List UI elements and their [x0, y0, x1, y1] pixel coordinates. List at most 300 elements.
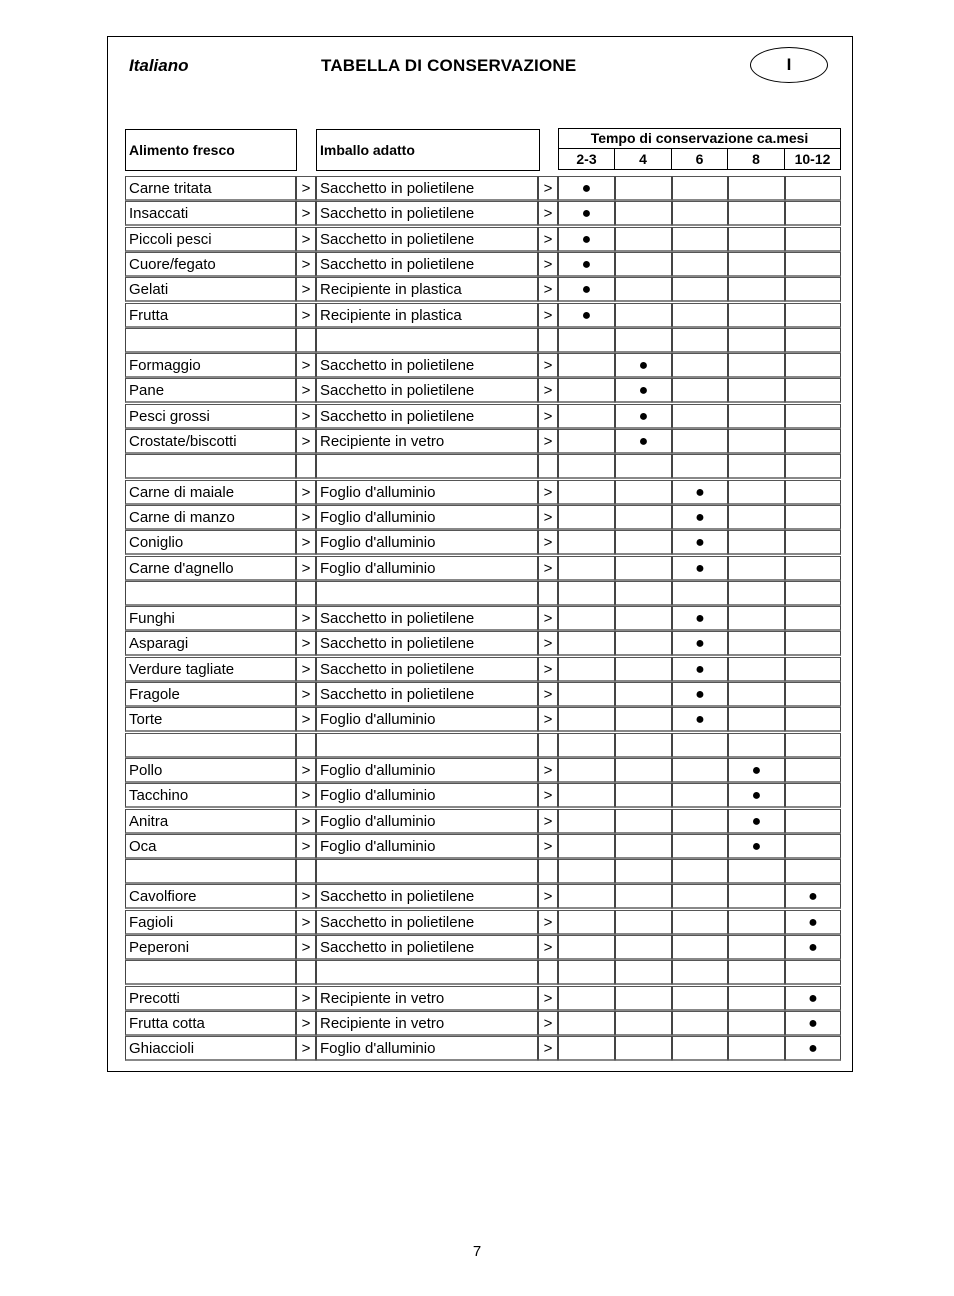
header-month-10-12: 10-12	[785, 149, 841, 170]
storage-dot-cell: ●	[785, 1036, 841, 1061]
food-cell: Torte	[125, 707, 296, 732]
arrow-cell: >	[538, 353, 558, 378]
arrow-cell: >	[296, 682, 316, 707]
arrow-cell: >	[538, 303, 558, 328]
month-cell	[728, 1011, 785, 1036]
month-cell	[615, 809, 672, 834]
food-cell: Cavolfiore	[125, 884, 296, 909]
month-cell	[785, 378, 841, 403]
food-cell	[125, 733, 296, 758]
month-cell	[615, 201, 672, 226]
arrow-cell: >	[296, 378, 316, 403]
arrow-cell	[538, 960, 558, 985]
month-cell	[558, 859, 615, 884]
food-cell: Pesci grossi	[125, 404, 296, 429]
table-row	[0, 884, 954, 909]
page-title: TABELLA DI CONSERVAZIONE	[321, 56, 577, 75]
month-cell	[615, 733, 672, 758]
packaging-cell: Foglio d'alluminio	[316, 707, 538, 732]
month-cell	[558, 404, 615, 429]
storage-dot-cell: ●	[728, 834, 785, 859]
month-cell	[558, 631, 615, 656]
arrow-cell: >	[296, 227, 316, 252]
month-cell	[728, 530, 785, 555]
month-cell	[728, 960, 785, 985]
arrow-cell: >	[296, 707, 316, 732]
month-cell	[728, 378, 785, 403]
month-cell	[728, 328, 785, 353]
table-row	[0, 252, 954, 277]
month-cell	[785, 631, 841, 656]
table-row	[0, 809, 954, 834]
month-cell	[558, 682, 615, 707]
arrow-cell: >	[296, 429, 316, 454]
month-cell	[785, 960, 841, 985]
food-cell: Carne tritata	[125, 176, 296, 201]
month-cell	[558, 328, 615, 353]
storage-dot-cell: ●	[785, 986, 841, 1011]
packaging-cell: Sacchetto in polietilene	[316, 631, 538, 656]
month-cell	[672, 429, 728, 454]
storage-dot-cell: ●	[728, 809, 785, 834]
storage-dot-cell: ●	[728, 758, 785, 783]
storage-dot-cell: ●	[672, 707, 728, 732]
arrow-cell: >	[538, 986, 558, 1011]
storage-dot-cell: ●	[672, 505, 728, 530]
storage-dot-cell: ●	[615, 429, 672, 454]
arrow-cell: >	[538, 404, 558, 429]
packaging-cell: Foglio d'alluminio	[316, 783, 538, 808]
storage-dot-cell: ●	[615, 353, 672, 378]
table-row	[0, 606, 954, 631]
arrow-cell: >	[296, 884, 316, 909]
food-cell: Pane	[125, 378, 296, 403]
month-cell	[728, 277, 785, 302]
month-cell	[558, 758, 615, 783]
packaging-cell: Sacchetto in polietilene	[316, 910, 538, 935]
arrow-cell: >	[538, 809, 558, 834]
month-cell	[672, 378, 728, 403]
food-cell: Precotti	[125, 986, 296, 1011]
month-cell	[615, 277, 672, 302]
arrow-cell: >	[296, 303, 316, 328]
month-cell	[558, 809, 615, 834]
month-cell	[728, 733, 785, 758]
arrow-cell: >	[538, 201, 558, 226]
month-cell	[672, 1011, 728, 1036]
month-cell	[728, 682, 785, 707]
month-cell	[558, 707, 615, 732]
month-cell	[672, 986, 728, 1011]
month-cell	[785, 657, 841, 682]
month-cell	[785, 328, 841, 353]
storage-dot-cell: ●	[785, 935, 841, 960]
storage-dot-cell: ●	[558, 303, 615, 328]
arrow-cell: >	[296, 353, 316, 378]
food-cell: Gelati	[125, 277, 296, 302]
month-cell	[615, 606, 672, 631]
packaging-cell: Foglio d'alluminio	[316, 556, 538, 581]
arrow-cell: >	[538, 378, 558, 403]
packaging-cell: Recipiente in plastica	[316, 303, 538, 328]
packaging-cell: Sacchetto in polietilene	[316, 252, 538, 277]
month-cell	[672, 353, 728, 378]
month-cell	[785, 227, 841, 252]
arrow-cell: >	[296, 1011, 316, 1036]
arrow-cell: >	[538, 631, 558, 656]
packaging-cell: Sacchetto in polietilene	[316, 378, 538, 403]
month-cell	[558, 783, 615, 808]
food-cell: Oca	[125, 834, 296, 859]
month-cell	[672, 277, 728, 302]
month-cell	[615, 227, 672, 252]
arrow-cell: >	[296, 758, 316, 783]
month-cell	[785, 556, 841, 581]
month-cell	[728, 303, 785, 328]
table-spacer-row	[0, 733, 954, 758]
arrow-cell: >	[538, 556, 558, 581]
arrow-cell: >	[296, 809, 316, 834]
table-row	[0, 530, 954, 555]
month-cell	[558, 353, 615, 378]
month-cell	[672, 1036, 728, 1061]
table-row	[0, 935, 954, 960]
arrow-cell: >	[538, 834, 558, 859]
table-spacer-row	[0, 859, 954, 884]
arrow-cell: >	[538, 1036, 558, 1061]
month-cell	[728, 454, 785, 479]
arrow-cell: >	[296, 556, 316, 581]
month-cell	[785, 783, 841, 808]
packaging-cell: Foglio d'alluminio	[316, 758, 538, 783]
food-cell: Pollo	[125, 758, 296, 783]
table-row	[0, 1011, 954, 1036]
arrow-cell: >	[296, 935, 316, 960]
arrow-cell	[296, 733, 316, 758]
arrow-cell	[296, 328, 316, 353]
month-cell	[615, 707, 672, 732]
arrow-cell: >	[296, 277, 316, 302]
month-cell	[728, 252, 785, 277]
month-cell	[728, 1036, 785, 1061]
food-cell: Peperoni	[125, 935, 296, 960]
food-cell: Piccoli pesci	[125, 227, 296, 252]
month-cell	[672, 809, 728, 834]
arrow-cell: >	[296, 404, 316, 429]
arrow-cell: >	[296, 252, 316, 277]
month-cell	[615, 454, 672, 479]
table-spacer-row	[0, 581, 954, 606]
month-cell	[558, 378, 615, 403]
food-cell: Anitra	[125, 809, 296, 834]
arrow-cell	[538, 859, 558, 884]
month-cell	[558, 429, 615, 454]
arrow-cell: >	[296, 783, 316, 808]
month-cell	[672, 454, 728, 479]
month-cell	[558, 581, 615, 606]
arrow-cell: >	[538, 530, 558, 555]
food-cell: Verdure tagliate	[125, 657, 296, 682]
storage-dot-cell: ●	[785, 910, 841, 935]
month-cell	[785, 530, 841, 555]
arrow-cell: >	[538, 176, 558, 201]
month-cell	[615, 960, 672, 985]
month-cell	[728, 657, 785, 682]
packaging-cell: Sacchetto in polietilene	[316, 606, 538, 631]
month-cell	[785, 758, 841, 783]
month-cell	[615, 935, 672, 960]
food-cell	[125, 454, 296, 479]
arrow-cell: >	[538, 884, 558, 909]
arrow-cell: >	[296, 201, 316, 226]
month-cell	[615, 176, 672, 201]
month-cell	[672, 733, 728, 758]
packaging-cell: Foglio d'alluminio	[316, 480, 538, 505]
month-cell	[615, 834, 672, 859]
arrow-cell: >	[538, 910, 558, 935]
month-cell	[728, 935, 785, 960]
month-cell	[728, 556, 785, 581]
month-cell	[558, 986, 615, 1011]
month-cell	[615, 1036, 672, 1061]
month-cell	[615, 328, 672, 353]
month-cell	[672, 176, 728, 201]
packaging-cell	[316, 859, 538, 884]
month-cell	[785, 606, 841, 631]
storage-dot-cell: ●	[672, 657, 728, 682]
arrow-cell: >	[296, 606, 316, 631]
arrow-cell	[296, 960, 316, 985]
table-row	[0, 834, 954, 859]
storage-dot-cell: ●	[558, 227, 615, 252]
month-cell	[615, 682, 672, 707]
month-cell	[785, 682, 841, 707]
month-cell	[615, 1011, 672, 1036]
month-cell	[728, 505, 785, 530]
month-cell	[728, 707, 785, 732]
month-cell	[672, 935, 728, 960]
storage-dot-cell: ●	[728, 783, 785, 808]
storage-dot-cell: ●	[615, 404, 672, 429]
header-food: Alimento fresco	[125, 129, 297, 171]
packaging-cell: Sacchetto in polietilene	[316, 353, 538, 378]
language-label: Italiano	[129, 56, 189, 75]
packaging-cell: Sacchetto in polietilene	[316, 404, 538, 429]
header-packaging: Imballo adatto	[316, 129, 540, 171]
packaging-cell	[316, 328, 538, 353]
packaging-cell: Recipiente in vetro	[316, 429, 538, 454]
table-row	[0, 707, 954, 732]
month-cell	[672, 910, 728, 935]
packaging-cell: Sacchetto in polietilene	[316, 682, 538, 707]
packaging-cell: Foglio d'alluminio	[316, 530, 538, 555]
food-cell	[125, 960, 296, 985]
food-cell: Insaccati	[125, 201, 296, 226]
month-cell	[672, 581, 728, 606]
month-cell	[728, 176, 785, 201]
table-row	[0, 1036, 954, 1061]
arrow-cell: >	[538, 1011, 558, 1036]
storage-dot-cell: ●	[558, 201, 615, 226]
table-spacer-row	[0, 328, 954, 353]
month-cell	[615, 556, 672, 581]
arrow-cell: >	[538, 252, 558, 277]
month-cell	[615, 252, 672, 277]
month-cell	[785, 404, 841, 429]
month-cell	[672, 834, 728, 859]
table-row	[0, 429, 954, 454]
storage-dot-cell: ●	[672, 606, 728, 631]
packaging-cell: Foglio d'alluminio	[316, 505, 538, 530]
arrow-cell: >	[538, 783, 558, 808]
table-row	[0, 783, 954, 808]
header-time-group	[558, 128, 841, 170]
month-cell	[558, 935, 615, 960]
month-cell	[672, 884, 728, 909]
food-cell: Cuore/fegato	[125, 252, 296, 277]
month-cell	[558, 960, 615, 985]
month-cell	[615, 758, 672, 783]
arrow-cell: >	[296, 631, 316, 656]
month-cell	[615, 910, 672, 935]
month-cell	[615, 859, 672, 884]
table-row	[0, 404, 954, 429]
month-cell	[672, 960, 728, 985]
month-cell	[558, 606, 615, 631]
arrow-cell	[296, 581, 316, 606]
food-cell	[125, 328, 296, 353]
food-cell: Carne d'agnello	[125, 556, 296, 581]
food-cell	[125, 859, 296, 884]
month-cell	[785, 201, 841, 226]
table-row	[0, 986, 954, 1011]
packaging-cell	[316, 454, 538, 479]
month-cell	[558, 884, 615, 909]
food-cell: Carne di manzo	[125, 505, 296, 530]
month-cell	[785, 353, 841, 378]
storage-dot-cell: ●	[558, 176, 615, 201]
month-cell	[672, 758, 728, 783]
food-cell: Frutta cotta	[125, 1011, 296, 1036]
arrow-cell	[538, 328, 558, 353]
table-row	[0, 353, 954, 378]
month-cell	[785, 176, 841, 201]
food-cell: Frutta	[125, 303, 296, 328]
food-cell: Formaggio	[125, 353, 296, 378]
month-cell	[728, 227, 785, 252]
month-cell	[615, 581, 672, 606]
arrow-cell: >	[538, 758, 558, 783]
packaging-cell: Foglio d'alluminio	[316, 834, 538, 859]
packaging-cell: Sacchetto in polietilene	[316, 201, 538, 226]
month-cell	[785, 733, 841, 758]
table-row	[0, 176, 954, 201]
month-cell	[615, 303, 672, 328]
food-cell	[125, 581, 296, 606]
month-cell	[558, 530, 615, 555]
packaging-cell: Sacchetto in polietilene	[316, 884, 538, 909]
food-cell: Coniglio	[125, 530, 296, 555]
arrow-cell: >	[296, 1036, 316, 1061]
packaging-cell	[316, 960, 538, 985]
arrow-cell: >	[296, 176, 316, 201]
table-row	[0, 201, 954, 226]
arrow-cell: >	[296, 834, 316, 859]
packaging-cell: Recipiente in plastica	[316, 277, 538, 302]
month-cell	[728, 910, 785, 935]
month-cell	[672, 303, 728, 328]
month-cell	[728, 606, 785, 631]
storage-dot-cell: ●	[672, 556, 728, 581]
storage-dot-cell: ●	[672, 631, 728, 656]
table-row	[0, 303, 954, 328]
food-cell: Ghiaccioli	[125, 1036, 296, 1061]
food-cell: Funghi	[125, 606, 296, 631]
month-cell	[728, 201, 785, 226]
packaging-cell: Sacchetto in polietilene	[316, 227, 538, 252]
arrow-cell: >	[538, 429, 558, 454]
month-cell	[785, 429, 841, 454]
arrow-cell	[296, 859, 316, 884]
packaging-cell: Foglio d'alluminio	[316, 1036, 538, 1061]
month-cell	[672, 404, 728, 429]
arrow-cell: >	[296, 505, 316, 530]
arrow-cell: >	[538, 606, 558, 631]
packaging-cell: Sacchetto in polietilene	[316, 935, 538, 960]
month-cell	[672, 201, 728, 226]
month-cell	[672, 328, 728, 353]
month-cell	[728, 404, 785, 429]
month-cell	[728, 581, 785, 606]
table-row	[0, 480, 954, 505]
storage-dot-cell: ●	[672, 682, 728, 707]
table-row	[0, 758, 954, 783]
arrow-cell: >	[296, 530, 316, 555]
page-number: 7	[472, 1243, 482, 1260]
month-cell	[785, 834, 841, 859]
month-cell	[785, 707, 841, 732]
arrow-cell: >	[538, 277, 558, 302]
storage-dot-cell: ●	[615, 378, 672, 403]
month-cell	[785, 454, 841, 479]
arrow-cell: >	[538, 935, 558, 960]
arrow-cell: >	[296, 480, 316, 505]
header-month-2-3: 2-3	[558, 149, 615, 170]
food-cell: Crostate/biscotti	[125, 429, 296, 454]
month-cell	[728, 429, 785, 454]
month-cell	[785, 480, 841, 505]
packaging-cell: Recipiente in vetro	[316, 986, 538, 1011]
storage-dot-cell: ●	[672, 530, 728, 555]
month-cell	[558, 480, 615, 505]
month-cell	[728, 480, 785, 505]
language-badge: I	[750, 47, 828, 83]
month-cell	[558, 454, 615, 479]
month-cell	[615, 884, 672, 909]
table-row	[0, 277, 954, 302]
month-cell	[615, 480, 672, 505]
table-row	[0, 378, 954, 403]
month-cell	[558, 733, 615, 758]
month-cell	[785, 277, 841, 302]
month-cell	[558, 834, 615, 859]
arrow-cell: >	[296, 910, 316, 935]
storage-dot-cell: ●	[558, 277, 615, 302]
month-cell	[672, 252, 728, 277]
month-cell	[558, 505, 615, 530]
month-cell	[558, 1036, 615, 1061]
header-month-8: 8	[728, 149, 785, 170]
